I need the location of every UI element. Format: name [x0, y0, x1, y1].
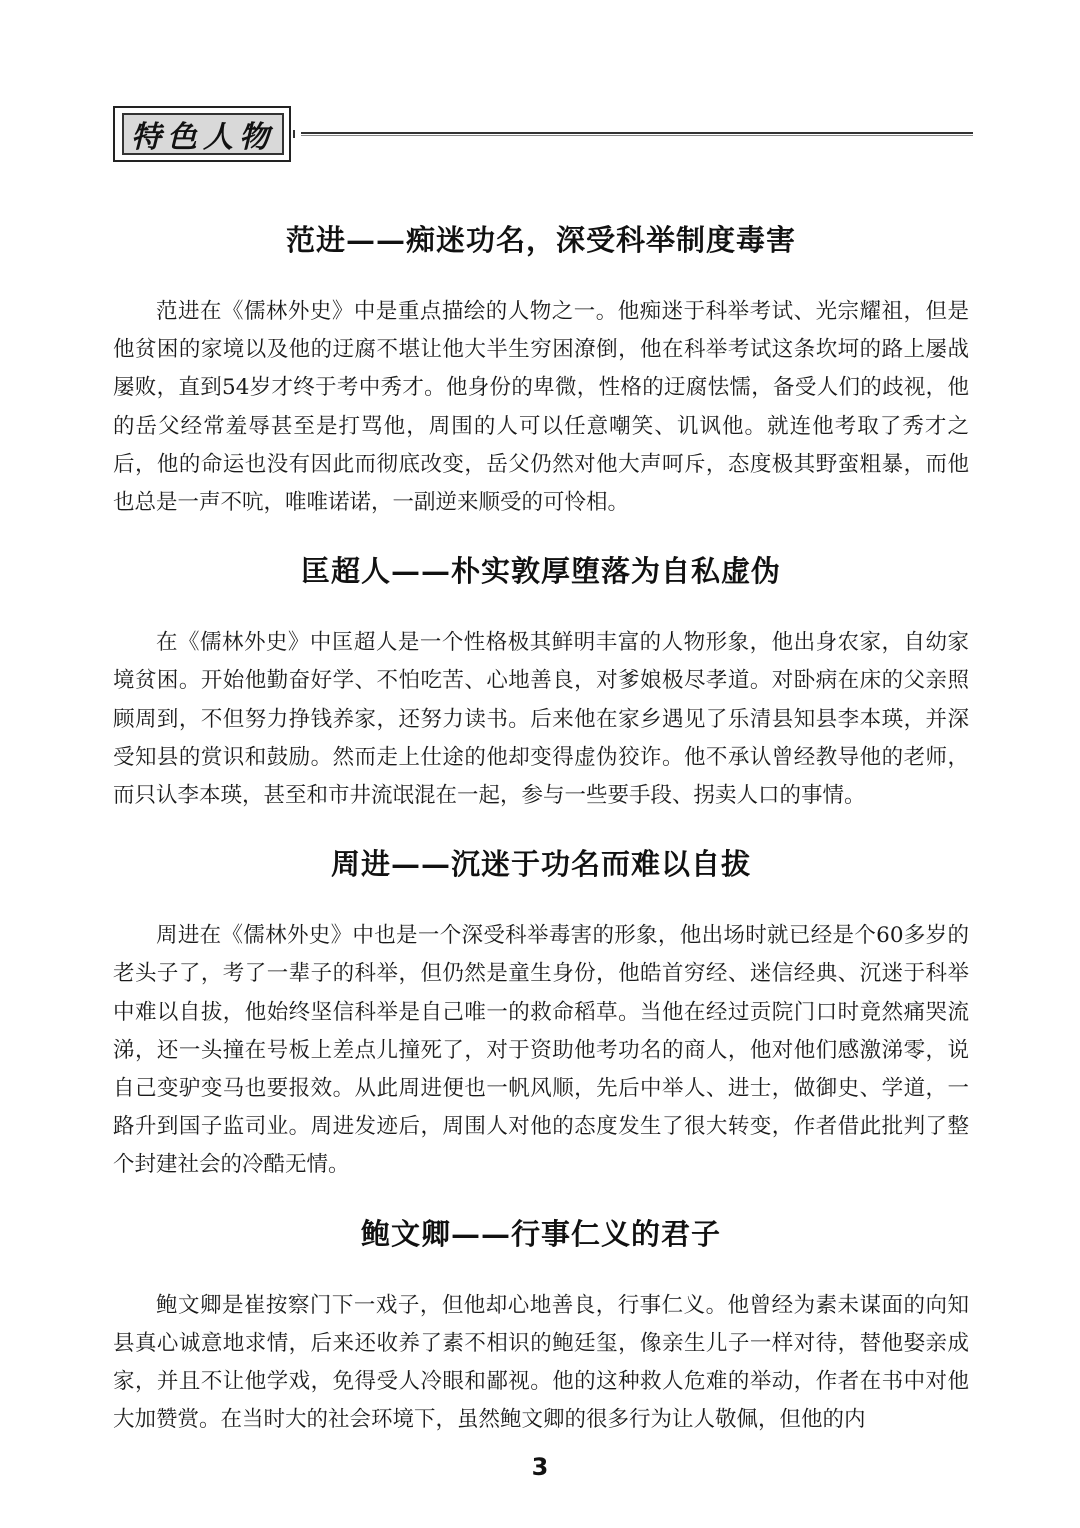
- section-body-bao-wenqing: 鲍文卿是崔按察门下一戏子，但他却心地善良，行事仁义。他曾经为素未谋面的向知县真心诚意地求情，后来还收养了素不相识的鲍廷玺，像亲生儿子一样对待，替他娶亲成家，并且不让他学戏，免得受人冷眼和鄙视。他的这种救人危难的举动，作者在书中对他大加赞赏。在当时大的社会环境下，虽然鲍文卿的很多行为让人敬佩，但他的内: [113, 1292, 969, 1433]
- section-body-zhou-jin: 周进在《儒林外史》中也是一个深受科举毒害的形象，他出场时就已经是个60多岁的老头子了，考了一辈子的科举，但仍然是童生身份，他皓首穷经、迷信经典、沉迷于科举中难以自拔，他始终坚信科举是自己唯一的救命稻草。当他在经过贡院门口时竟然痛哭流涕，还一头撞在号板上差点儿撞死了，对于资助他考功名的商人，他对他们感激涕零，说自己变驴变马也要报效。从此周进便也一帆风顺，先后中举人、进士，做御史、学道，一路升到国子监司业。周进发迹后，周围人对他的态度发生了很大转变，作者借此批判了整个封建社会的冷酷无情。: [113, 923, 969, 1178]
- header-label-inner: [122, 113, 284, 155]
- section-body-fan-jin: 范进在《儒林外史》中是重点描绘的人物之一。他痴迷于科举考试、光宗耀祖，但是他贫困的家境以及他的迂腐不堪让他大半生穷困潦倒，他在科举考试这条坎坷的路上屡战屡败，直到54岁才终于考中秀才。他身份的卑微，性格的迂腐怯懦，备受人们的歧视，他的岳父经常羞辱甚至是打骂他，周围的人可以任意嘲笑、讥讽他。就连他考取了秀才之后，他的命运也没有因此而彻底改变，岳父仍然对他大声呵斥，态度极其野蛮粗暴，而他也总是一声不吭，唯唯诺诺，一副逆来顺受的可怜相。: [113, 299, 969, 516]
- section-title-fan-jin: 范进——痴迷功名，深受科举制度毒害: [285, 223, 796, 257]
- section-body-kuang-chaoren: 在《儒林外史》中匡超人是一个性格极其鲜明丰富的人物形象，他出身农家，自幼家境贫困。开始他勤奋好学、不怕吃苦、心地善良，对爹娘极尽孝道。对卧病在床的父亲照顾周到，不但努力挣钱养家，还努力读书。后来他在家乡遇见了乐清县知县李本瑛，并深受知县的赏识和鼓励。然而走上仕途的他却变得虚伪狡诈。他不承认曾经教导他的老师，而只认李本瑛，甚至和市井流氓混在一起，参与一些要手段、拐卖人口的事情。: [113, 630, 969, 809]
- section-title-zhou-jin: 周进——沉迷于功名而难以自拔: [330, 847, 751, 882]
- section-title-kuang-chaoren: 匡超人——朴实敦厚堕落为自私虚伪: [300, 554, 781, 589]
- header-rule-cap: [293, 130, 301, 138]
- page-content: [113, 200, 969, 1439]
- header-label: 特色人物: [131, 120, 275, 155]
- page-number: 3: [531, 1453, 549, 1481]
- header-label-box: [113, 106, 291, 162]
- header-rule: [301, 132, 973, 136]
- section-title-bao-wenqing: 鲍文卿——行事仁义的君子: [360, 1216, 721, 1251]
- section-header: [113, 106, 973, 164]
